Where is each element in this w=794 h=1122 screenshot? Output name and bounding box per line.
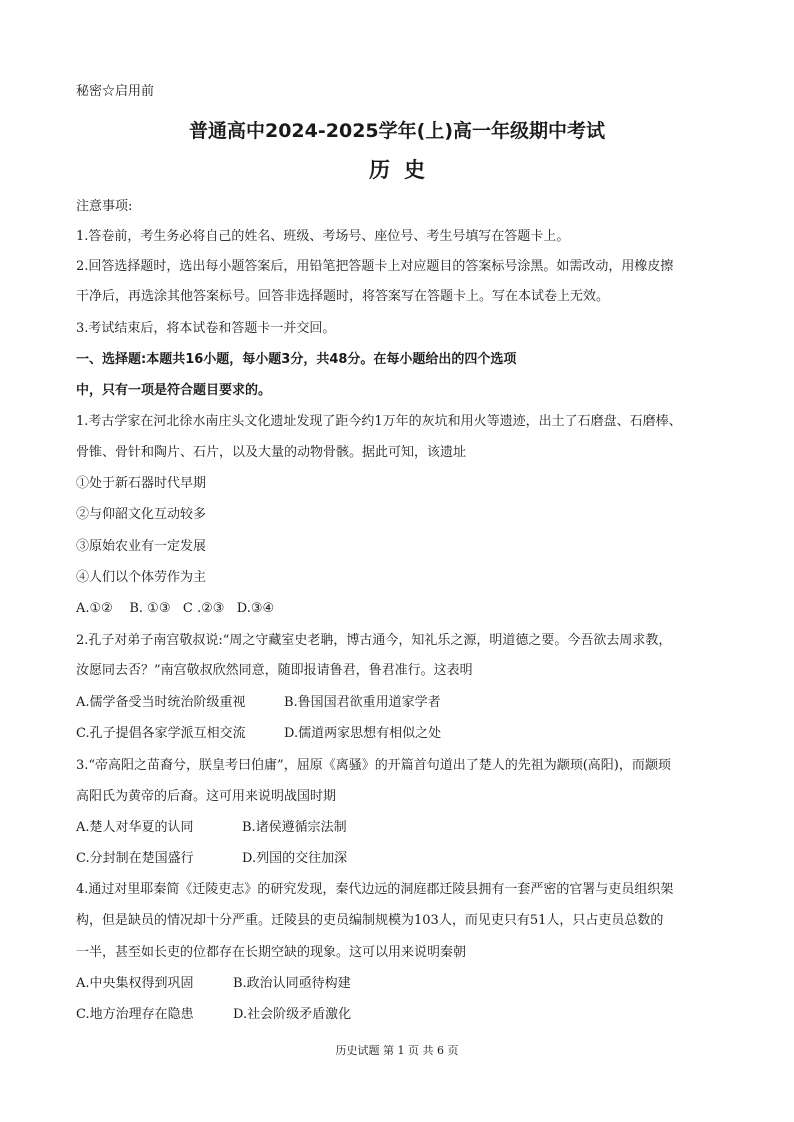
q3-stem-line-2: 高阳氏为黄帝的后裔。这可用来说明战国时期 xyxy=(76,789,337,804)
q4-stem-line-2: 构，但是缺员的情况却十分严重。迁陵县的吏员编制规模为103人，而见吏只有51人，只占吏员总数的 xyxy=(76,913,664,928)
q2-option-b: B.鲁国国君欲重用道家学者 xyxy=(284,695,441,710)
secret-label: 秘密☆启用前 xyxy=(76,84,155,99)
subject-title: 历史 xyxy=(369,158,439,182)
q2-option-c: C.孔子提倡各家学派互相交流 xyxy=(76,726,246,741)
q1-statement-1: ①处于新石器时代早期 xyxy=(76,476,207,491)
q3-stem-line-1: 3.“帝高阳之苗裔兮，朕皇考曰伯庸”，屈原《离骚》的开篇首句道出了楚人的先祖为颛顼(高阳)，而颛顼 xyxy=(76,758,671,773)
section-1-heading-line-2: 中，只有一项是符合题目要求的。 xyxy=(76,383,272,398)
q3-option-a: A.楚人对华夏的认同 xyxy=(76,820,194,835)
q1-stem-line-1: 1.考古学家在河北徐水南庄头文化遗址发现了距今约1万年的灰坑和用火等遗迹，出土了石磨盘、石磨棒、 xyxy=(76,414,682,429)
q2-stem-line-1: 2.孔子对弟子南宫敬叔说:“周之守藏室史老聃，博古通今，知礼乐之源，明道德之要。今吾欲去周求教， xyxy=(76,633,672,648)
notice-item-2-line-2: 干净后，再选涂其他答案标号。回答非选择题时，将答案写在答题卡上。写在本试卷上无效。 xyxy=(76,289,610,304)
q2-option-d: D.儒道两家思想有相似之处 xyxy=(284,726,442,741)
q1-statement-3: ③原始农业有一定发展 xyxy=(76,539,207,554)
q4-option-d: D.社会阶级矛盾激化 xyxy=(233,1007,352,1022)
q1-statement-4: ④人们以个体劳作为主 xyxy=(76,570,207,585)
q1-stem-line-2: 骨锥、骨针和陶片、石片，以及大量的动物骨骸。据此可知，该遗址 xyxy=(76,445,467,460)
q3-option-c: C.分封制在楚国盛行 xyxy=(76,851,194,866)
q3-option-d: D.列国的交往加深 xyxy=(242,851,348,866)
notice-heading: 注意事项: xyxy=(76,199,133,214)
q2-stem-line-2: 汝愿同去否？”南宫敬叔欣然同意，随即报请鲁君，鲁君准行。这表明 xyxy=(76,663,473,678)
q4-option-a: A.中央集权得到巩固 xyxy=(76,976,194,991)
q4-option-c: C.地方治理存在隐患 xyxy=(76,1007,194,1022)
notice-item-2-line-1: 2.回答选择题时，选出每小题答案后，用铅笔把答题卡上对应题目的答案标号涂黑。如需改动，用橡皮擦 xyxy=(76,259,674,274)
page-footer: 历史试题 第 1 页 共 6 页 xyxy=(335,1044,459,1057)
section-1-heading-line-1: 一、选择题:本题共16小题，每小题3分，共48分。在每小题给出的四个选项 xyxy=(76,352,517,367)
q1-statement-2: ②与仰韶文化互动较多 xyxy=(76,507,207,522)
q4-option-b: B.政治认同亟待构建 xyxy=(233,976,351,991)
q2-option-a: A.儒学备受当时统治阶级重视 xyxy=(76,695,246,710)
q4-stem-line-3: 一半，甚至如长吏的位都存在长期空缺的现象。这可以用来说明秦朝 xyxy=(76,945,467,960)
notice-item-3: 3.考试结束后，将本试卷和答题卡一并交回。 xyxy=(76,321,336,336)
exam-title: 普通高中2024-2025学年(上)高一年级期中考试 xyxy=(188,120,605,142)
q1-options: A.①② B. ①③ C .②③ D.③④ xyxy=(76,601,275,616)
notice-item-1: 1.答卷前，考生务必将自己的姓名、班级、考场号、座位号、考生号填写在答题卡上。 xyxy=(76,229,570,244)
q3-option-b: B.诸侯遵循宗法制 xyxy=(242,820,347,835)
q4-stem-line-1: 4.通过对里耶秦简《迁陵吏志》的研究发现，秦代边远的洞庭郡迁陵县拥有一套严密的官署与吏员组织架 xyxy=(76,882,674,897)
